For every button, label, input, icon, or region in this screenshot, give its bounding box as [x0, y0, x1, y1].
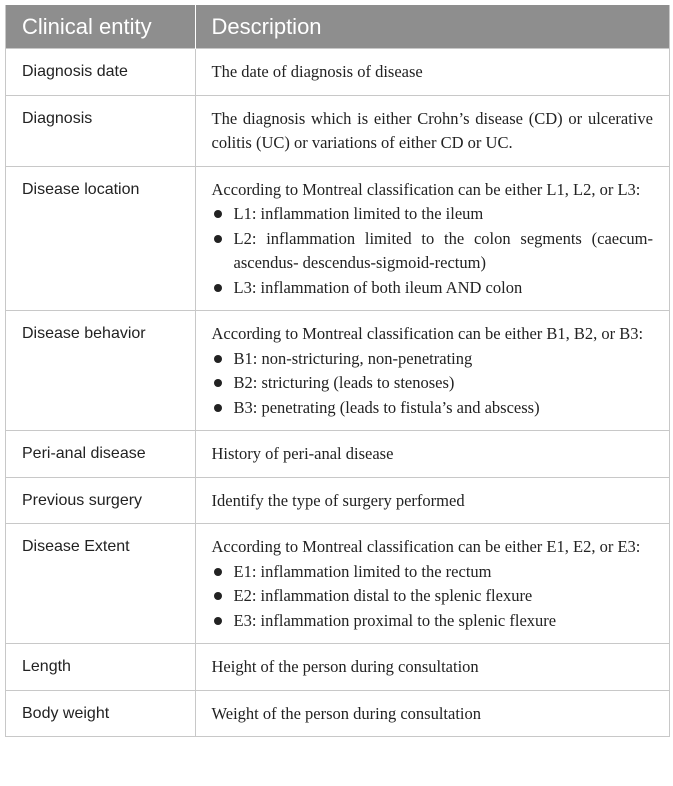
bullet-icon: [214, 284, 222, 292]
bullet-list: [212, 560, 654, 634]
header-row: [6, 5, 669, 49]
list-item: [212, 609, 654, 634]
list-item-text: L2: inflammation limited to the colon segments (caecum-ascendus- descendus-sigmoid-rectum): [233, 228, 653, 272]
entity-cell: Disease behavior: [6, 311, 195, 431]
description-cell: [195, 166, 669, 311]
entity-cell: Peri-anal disease: [6, 431, 195, 478]
bullet-icon: [214, 355, 222, 363]
description-cell: [195, 524, 669, 644]
description-text: According to Montreal classification can be either L1, L2, or L3:: [211, 179, 641, 199]
list-item: [212, 371, 654, 396]
bullet-icon: [214, 592, 222, 600]
description-cell: Height of the person during consultation: [195, 644, 669, 691]
list-item: [212, 227, 654, 276]
list-item-text: B1: non-stricturing, non-penetrating: [233, 348, 473, 368]
description-cell: Weight of the person during consultation: [195, 690, 669, 736]
list-item-text: B2: stricturing (leads to stenoses): [233, 373, 455, 392]
header-description: Description: [195, 5, 669, 49]
entity-cell: Length: [6, 644, 195, 691]
description-cell: [195, 311, 669, 431]
bullet-icon: [214, 379, 222, 387]
list-item-text: L1: inflammation limited to the ileum: [233, 204, 484, 223]
bullet-icon: [214, 210, 222, 218]
bullet-list: [212, 347, 654, 421]
description-cell: The date of diagnosis of disease: [195, 49, 669, 96]
list-item: [212, 584, 654, 609]
clinical-entity-table: [5, 5, 670, 737]
table-row: [6, 524, 669, 644]
entity-cell: Body weight: [6, 690, 195, 736]
list-item: [212, 396, 654, 421]
description-text: According to Montreal classification can be either B1, B2, or B3:: [211, 324, 644, 343]
list-item-text: E3: inflammation proximal to the splenic flexure: [233, 610, 557, 630]
list-item-text: E1: inflammation limited to the rectum: [233, 561, 492, 581]
entity-cell: Diagnosis date: [6, 49, 195, 96]
bullet-icon: [214, 568, 222, 576]
description-text: According to Montreal classification can be either E1, E2, or E3:: [211, 537, 641, 556]
table-row: [6, 166, 669, 311]
entity-cell: Disease Extent: [6, 524, 195, 644]
list-item-text: E2: inflammation distal to the splenic flexure: [233, 586, 533, 605]
table-row: [6, 644, 669, 691]
bullet-icon: [214, 404, 222, 412]
table-row: [6, 431, 669, 478]
list-item: [212, 276, 654, 301]
bullet-list: [212, 202, 654, 300]
list-item-text: B3: penetrating (leads to fistula’s and abscess): [233, 397, 540, 417]
entity-cell: Diagnosis: [6, 95, 195, 166]
description-cell: The diagnosis which is either Crohn’s disease (CD) or ulcerative colitis (UC) or variations of either CD or UC.: [195, 95, 669, 166]
bullet-icon: [214, 617, 222, 625]
entity-cell: Disease location: [6, 166, 195, 311]
entity-cell: Previous surgery: [6, 477, 195, 524]
table-row: [6, 95, 669, 166]
table-row: [6, 477, 669, 524]
table-row: [6, 311, 669, 431]
table-row: [6, 690, 669, 736]
list-item: [212, 347, 654, 372]
list-item: [212, 202, 654, 227]
list-item-text: L3: inflammation of both ileum AND colon: [233, 277, 523, 297]
description-cell: History of peri-anal disease: [195, 431, 669, 478]
list-item: [212, 560, 654, 585]
table-row: [6, 49, 669, 96]
description-cell: Identify the type of surgery performed: [195, 477, 669, 524]
header-clinical-entity: Clinical entity: [6, 5, 195, 49]
bullet-icon: [214, 235, 222, 243]
table: [6, 5, 669, 736]
